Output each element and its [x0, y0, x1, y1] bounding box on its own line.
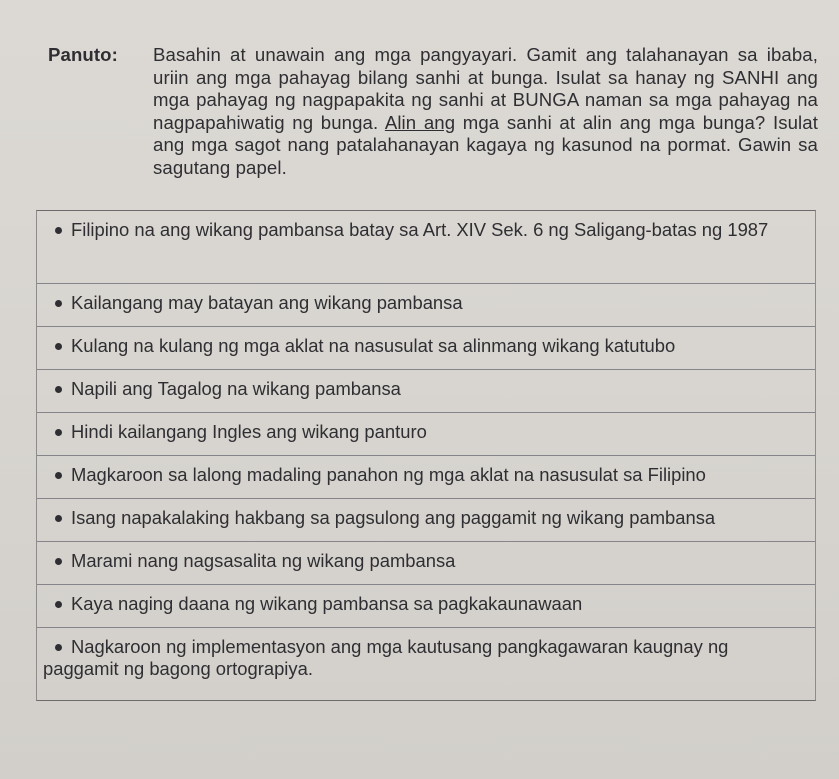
statement-row: [37, 327, 815, 370]
statement-text: Kulang na kulang ng mga aklat na nasusulat sa alinmang wikang katutubo: [71, 335, 676, 356]
bullet-icon: [55, 515, 62, 522]
bullet-icon: [55, 300, 62, 307]
statement-text: Kailangang may batayan ang wikang pambansa: [71, 292, 463, 313]
bullet-icon: [55, 343, 62, 350]
bullet-icon: [55, 386, 62, 393]
bullet-icon: [55, 601, 62, 608]
statement-text: Napili ang Tagalog na wikang pambansa: [71, 378, 401, 399]
bullet-icon: [55, 472, 62, 479]
instructions-text: [153, 44, 818, 179]
statement-text: Kaya naging daana ng wikang pambansa sa pagkakaunawaan: [71, 593, 583, 614]
bullet-icon: [55, 558, 62, 565]
bullet-icon: [55, 644, 62, 651]
statement-text: Nagkaroon ng implementasyon ang mga kautusang pangkagawaran kaugnay ng paggamit ng bagong ortograpiya.: [43, 636, 729, 679]
statement-text: Magkaroon sa lalong madaling panahon ng mga aklat na nasusulat sa Filipino: [71, 464, 706, 485]
instructions-block: [48, 44, 818, 179]
statement-row: [37, 499, 815, 542]
statement-row: [37, 628, 815, 700]
statement-text: Marami nang nagsasalita ng wikang pambansa: [71, 550, 456, 571]
statement-text: Isang napakalaking hakbang sa pagsulong ang paggamit ng wikang pambansa: [71, 507, 716, 528]
statement-table: [36, 210, 816, 701]
statement-text: Hindi kailangang Ingles ang wikang panturo: [71, 421, 427, 442]
instructions-underlined-text: Alin ang: [384, 111, 456, 133]
bullet-icon: [55, 227, 62, 234]
statement-row: [37, 284, 815, 327]
statement-row: [37, 542, 815, 585]
instructions-text-part-2: mga sanhi at alin ang mga bunga? Isulat ang mga sagot nang patalahanayan kagaya ng kasunod na pormat. Gawin sa sagutang papel.: [153, 111, 818, 178]
statement-row: [37, 211, 815, 284]
bullet-icon: [55, 429, 62, 436]
statement-row: [37, 413, 815, 456]
statement-row: [37, 456, 815, 499]
statement-row: [37, 370, 815, 413]
instructions-label: Panuto:: [48, 44, 118, 65]
statement-text: Filipino na ang wikang pambansa batay sa Art. XIV Sek. 6 ng Saligang-batas ng 1987: [71, 219, 769, 240]
instructions-text-part-1: Basahin at unawain ang mga pangyayari. Gamit ang talahanayan sa ibaba, uriin ang mga pahayag bilang sanhi at bunga. Isulat sa hanay ng SANHI ang mga pahayag ng nagpapakita ng sanhi at BUNGA naman sa mga pahayag na nagpapahiwatig ng bunga.: [153, 44, 818, 133]
statement-row: [37, 585, 815, 628]
